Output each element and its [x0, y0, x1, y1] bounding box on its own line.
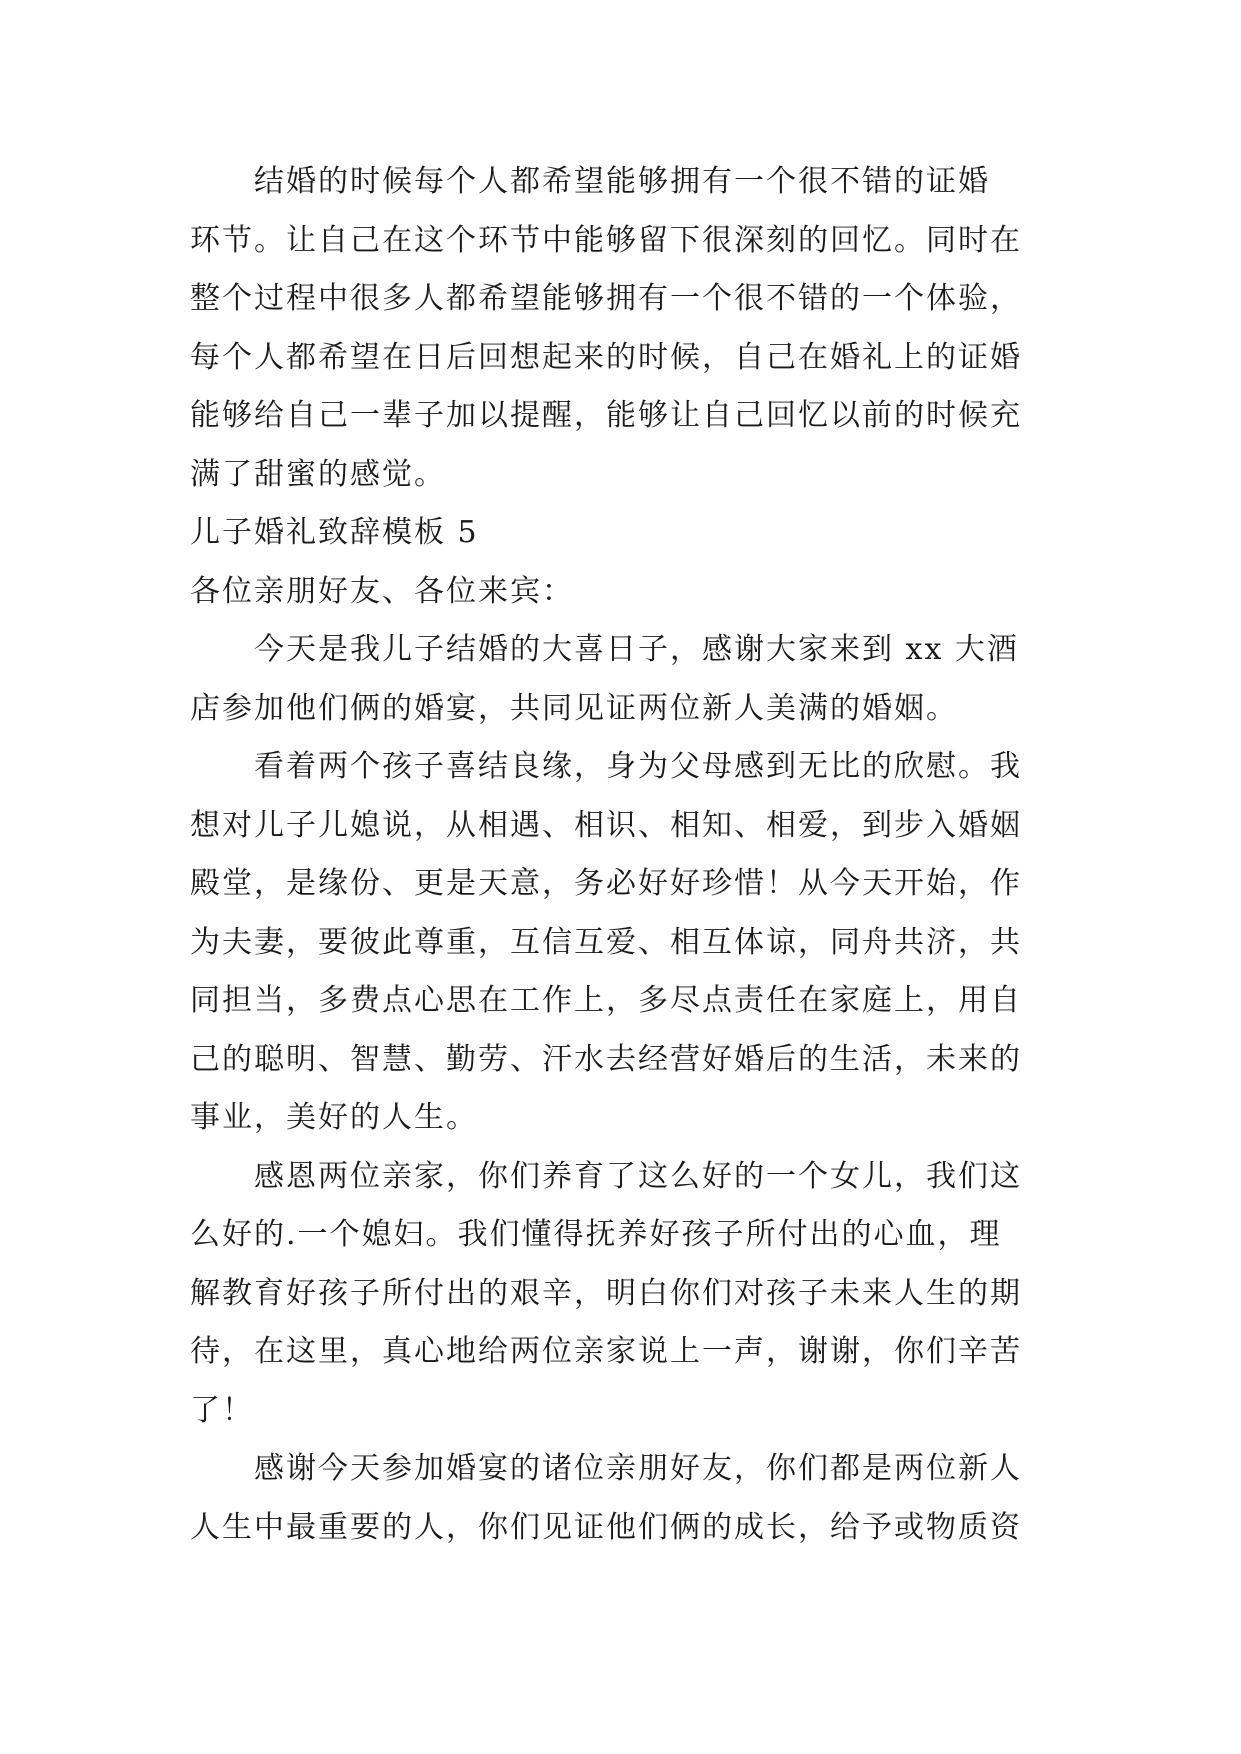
paragraph-line: 每个人都希望在日后回想起来的时候，自己在婚礼上的证婚	[190, 339, 1022, 375]
paragraph	[190, 621, 1070, 738]
paragraph-line: 环节。让自己在这个环节中能够留下很深刻的回忆。同时在	[190, 222, 1022, 258]
paragraph-line: 同担当，多费点心思在工作上，多尽点责任在家庭上，用自	[190, 983, 1022, 1018]
paragraph-line: 么好的.一个媳妇。我们懂得抚养好孩子所付出的心血，理	[190, 1217, 1002, 1252]
paragraph-line: 人生中最重要的人，你们见证他们俩的成长，给予或物质资	[190, 1509, 1022, 1545]
document-body	[190, 153, 1070, 1557]
paragraph-line: 店参加他们俩的婚宴，共同见证两位新人美满的婚姻。	[190, 690, 958, 726]
paragraph	[190, 1148, 1070, 1441]
paragraph-line: 解教育好孩子所付出的艰辛，明白你们对孩子未来人生的期	[190, 1275, 1022, 1311]
paragraph	[190, 738, 1070, 1148]
paragraph-line: 己的聪明、智慧、勤劳、汗水去经营好婚后的生活，未来的	[190, 1041, 1022, 1077]
paragraph	[190, 1440, 1070, 1557]
paragraph-line: 感谢今天参加婚宴的诸位亲朋好友，你们都是两位新人	[254, 1451, 1022, 1486]
paragraph-line: 事业，美好的人生。	[190, 1100, 478, 1135]
paragraph-line: 为夫妻，要彼此尊重，互信互爱、相互体谅，同舟共济，共	[190, 924, 1022, 960]
paragraph-line: 结婚的时候每个人都希望能够拥有一个很不错的证婚	[254, 164, 990, 199]
paragraph-line: 待，在这里，真心地给两位亲家说上一声，谢谢，你们辛苦	[190, 1334, 1022, 1369]
paragraph-line: 看着两个孩子喜结良缘，身为父母感到无比的欣慰。我	[254, 749, 1022, 784]
paragraph-line: 想对儿子儿媳说，从相遇、相识、相知、相爱，到步入婚姻	[190, 807, 1022, 843]
paragraph-line: 感恩两位亲家，你们养育了这么好的一个女儿，我们这	[254, 1158, 1022, 1194]
paragraph-line: 满了甜蜜的感觉。	[190, 456, 446, 492]
salutation: 各位亲朋好友、各位来宾：	[190, 573, 574, 609]
paragraph-line: 今天是我儿子结婚的大喜日子，感谢大家来到 xx 大酒	[254, 632, 1019, 667]
paragraph-line: 殿堂，是缘份、更是天意，务必好好珍惜！从今天开始，作	[190, 866, 1022, 901]
paragraph-line: 了！	[190, 1392, 254, 1428]
paragraph	[190, 153, 1070, 504]
paragraph-line: 整个过程中很多人都希望能够拥有一个很不错的一个体验，	[190, 281, 1022, 316]
section-title: 儿子婚礼致辞模板 5	[190, 515, 479, 550]
paragraph-line: 能够给自己一辈子加以提醒，能够让自己回忆以前的时候充	[190, 398, 1022, 433]
